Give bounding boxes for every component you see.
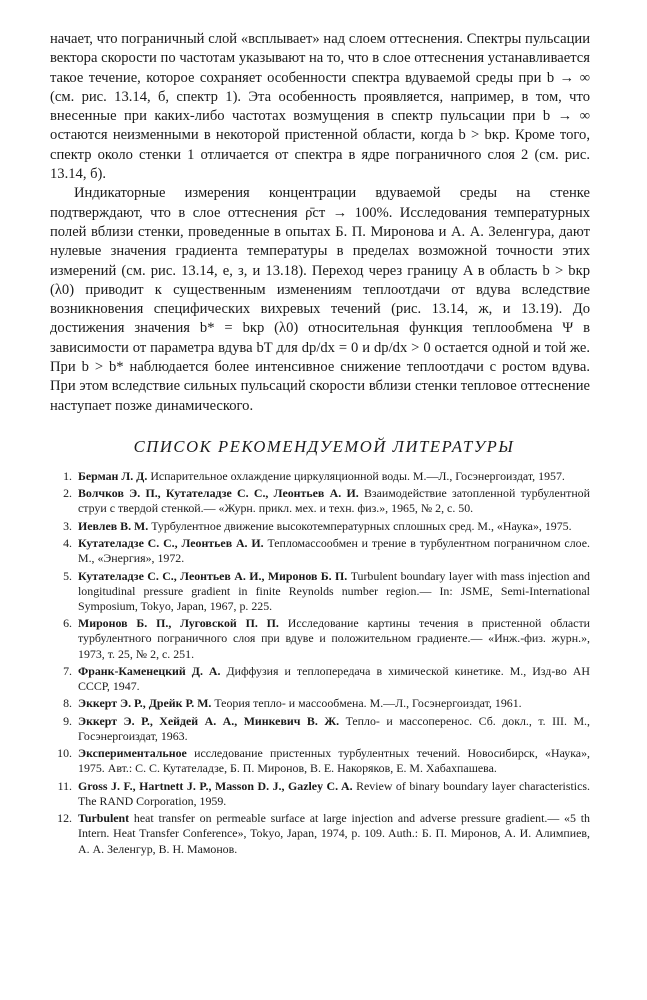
reference-text: Теория тепло- и массообмена. М.—Л., Госэнергоиздат, 1961. [214,696,522,711]
reference-item [50,486,590,516]
reference-authors: Эккерт Э. Р., Дрейк Р. М. [78,696,212,711]
reference-item [50,519,590,534]
reference-number: 12. [57,811,72,826]
reference-authors: Эккерт Э. Р., Хейдей А. А., Минкевич В. Ж. [78,713,340,728]
paragraph-1: начает, что пограничный слой «всплывает» над слоем оттеснения. Спектры пульсации вектора скорости по частотам указывают на то, что в слое оттеснения устанавливается такое течение, которое сохраняет особенности спектра вдуваемой среды при b → ∞ (см. рис. 13.14, б, спектр 1). Эта особенность проявляется, например, в том, что внесенные при каких-либо частотах возмущения в спектр пульсации при b → ∞ остаются неизменными в некоторой пристенной области, когда b > bкр. Кроме того, спектр около стенки 1 отличается от спектра в ядре пограничного слоя 2 (см. рис. 13.14, б). [50,31,590,183]
reference-item [50,779,590,809]
paragraph-2: Индикаторные измерения концентрации вдуваемой среды на стенке подтверждают, что в слое оттеснения ρ̄ст → 100%. Исследования температурных полей вблизи стенки, проведенные в опытах Б. П. Миронова и А. А. Зеленгура, дают нулевые значения градиента температуры в пределах возможной точности этих измерений (см. рис. 13.14, е, з, и 13.18). Переход через границу A в область b > bкр (λ0) приводит к существенным изменениям теплоотдачи от вдува вследствие возникновения специфических вихревых течений (рис. 13.14, ж, и 13.19). До достижения значения b* = bкр (λ0) относительная функция теплообмена Ψ в зависимости от параметра вдува bT для dp/dx = 0 и dp/dx > 0 остается одной и той же. При b > b* наблюдается более интенсивное снижение теплоотдачи с ростом вдува. При этом вследствие сильных пульсаций скорости вблизи стенки тепловое оттеснение наступает позже динамического. [50,185,590,414]
reference-number: 1. [63,468,72,483]
reference-number: 2. [63,486,72,501]
reference-text: heat transfer on permeable surface at large injection and adverse pressure gradient.— «5 th Intern. Heat Transfer Conference», Tokyo, Japan, 1974, p. 109. Auth.: Б. П. Миронов, А. И. Алимпиев, А. А. Зеленгур, В. Н. Мамонов. [78,811,590,856]
body-text [50,30,590,416]
reference-text: Turbulent boundary layer with mass injection and longitudinal pressure gradient in finite Reynolds number region.— In: JSME, Semi-International Symposium, Tokyo, Japan, 1967, p. 225. [78,568,590,613]
reference-text: Review of binary boundary layer characteristics. The RAND Corporation, 1959. [78,778,590,808]
page [50,30,590,859]
reference-number: 4. [63,536,72,551]
reference-number: 10. [57,746,72,761]
reference-item [50,616,590,662]
reference-number: 9. [63,713,72,728]
reference-authors: Иевлев В. М. [78,518,149,533]
reference-text: Турбулентное движение высокотемпературных сплошных сред. М., «Наука», 1975. [151,518,572,533]
reference-authors: Миронов Б. П., Луговской П. П. [78,616,279,631]
reference-number: 11. [57,778,72,793]
reference-item [50,696,590,711]
reference-item [50,569,590,615]
reference-item [50,664,590,694]
reference-number: 8. [63,696,72,711]
reference-authors: Берман Л. Д. [78,468,148,483]
reference-item [50,811,590,857]
reference-text: исследование пристенных турбулентных течений. Новосибирск, «Наука», 1975. Авт.: С. С. Кутателадзе, Б. П. Миронов, В. Е. Накоряков, Е. М. Хабахпашева. [78,746,590,776]
reference-authors: Экспериментальное [78,746,187,761]
reference-text: Диффузия и теплопередача в химической кинетике. М., Изд-во АН СССР, 1947. [78,663,590,694]
reference-number: 3. [63,518,72,533]
reference-authors: Turbulent [78,811,130,826]
reference-number: 5. [63,568,72,583]
reference-authors: Волчков Э. П., Кутателадзе С. С., Леонтьев А. И. [78,486,359,501]
references-heading: СПИСОК РЕКОМЕНДУЕМОЙ ЛИТЕРАТУРЫ [133,436,515,456]
reference-text: Взаимодействие затопленной турбулентной струи с твердой стенкой.— «Журн. прикл. мех. и техн. физ.», 1965, № 2, с. 50. [78,486,590,516]
reference-item [50,536,590,566]
reference-text: Тепломассообмен и трение в турбулентном пограничном слое. М., «Энергия», 1972. [78,536,590,566]
reference-authors: Франк-Каменецкий Д. А. [78,663,221,678]
reference-authors: Кутателадзе С. С., Леонтьев А. И. [78,536,264,551]
reference-authors: Gross J. F., Hartnett J. P., Masson D. J., Gazley C. A. [78,778,353,793]
reference-authors: Кутателадзе С. С., Леонтьев А. И., Миронов Б. П. [78,568,348,583]
reference-text: Испарительное охлаждение циркуляционной воды. М.—Л., Госэнергоиздат, 1957. [150,468,565,483]
reference-item [50,746,590,776]
reference-item [50,469,590,484]
reference-number: 6. [63,616,72,631]
reference-text: Тепло- и массоперенос. Сб. докл., т. III. М., Госэнергоиздат, 1963. [78,713,590,743]
reference-number: 7. [63,663,72,678]
reference-text: Исследование картины течения в пристенной области турбулентного пограничного слоя при вдуве и положительном градиенте.— «Инж.-физ. журн.», 1973, т. 25, № 2, с. 251. [78,616,590,661]
reference-item [50,714,590,744]
references-list [50,469,590,857]
